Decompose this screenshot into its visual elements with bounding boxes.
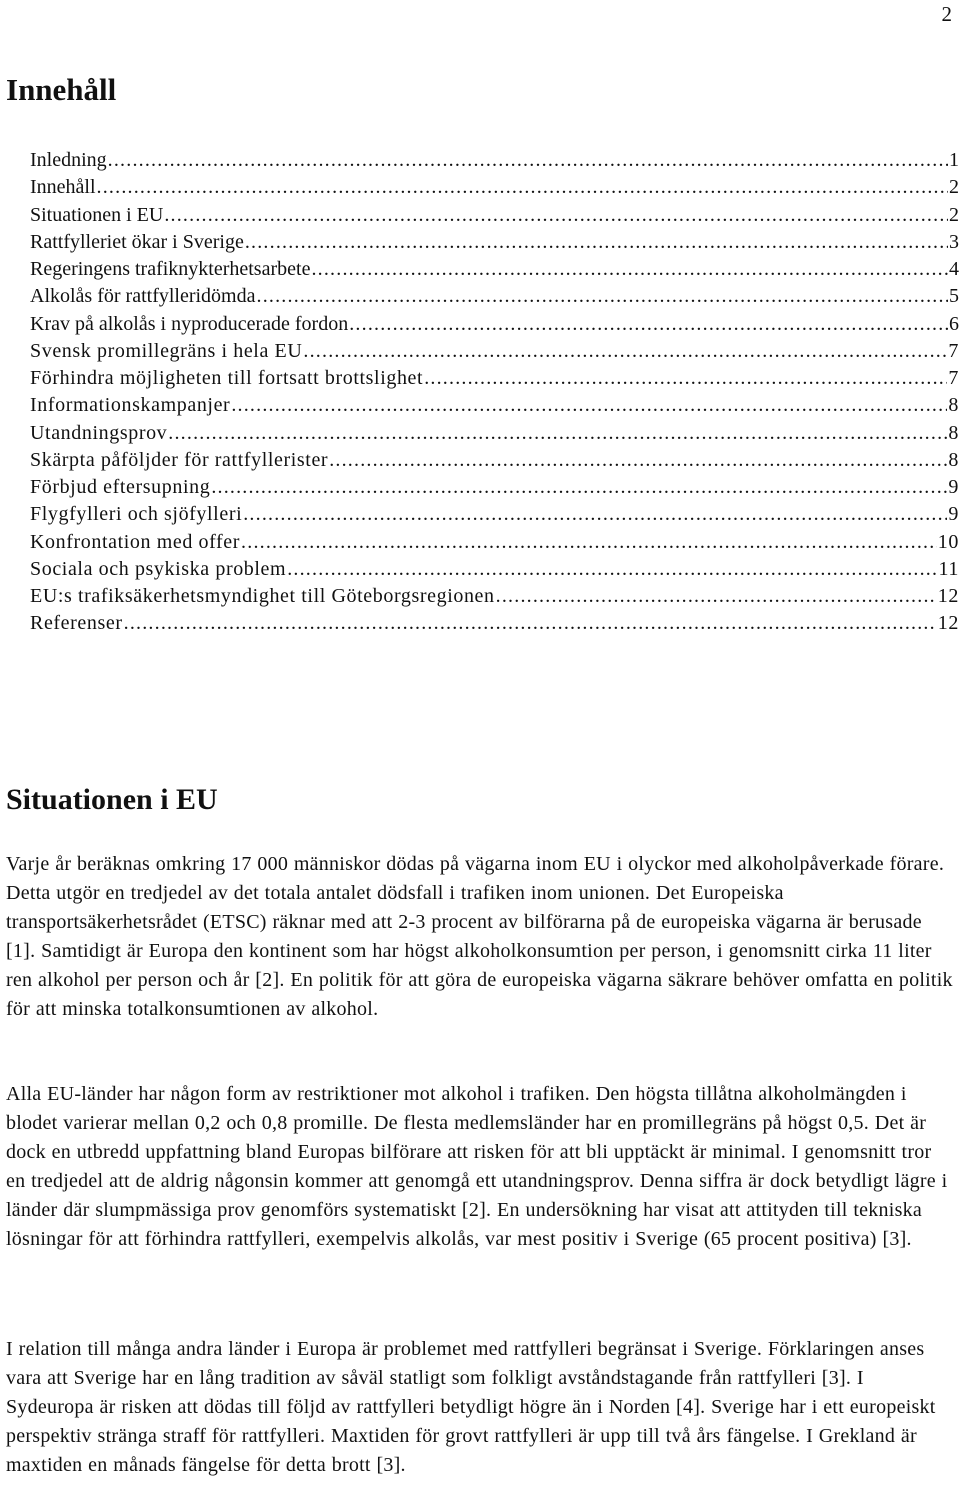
- toc-entry-page: 10: [937, 530, 959, 553]
- toc-entry-page: 12: [937, 585, 959, 607]
- toc-entry-page: 12: [937, 612, 959, 635]
- toc-entry-title: Referenser: [30, 612, 123, 635]
- toc-entry-title: Skärpta påföljder för rattfyllerister: [30, 448, 329, 471]
- toc-entry-page: 4: [949, 258, 959, 280]
- toc-dot-leader: [124, 610, 937, 637]
- toc-entry[interactable]: [30, 610, 959, 637]
- toc-entry-title: Inledning: [30, 149, 107, 171]
- toc-dot-leader: [496, 583, 937, 610]
- toc-entry-title: Informationskampanjer: [30, 394, 231, 417]
- toc-entry-title: Flygfylleri och sjöfylleri: [30, 503, 243, 526]
- toc-entry-page: 3: [949, 230, 959, 253]
- toc-entry-page: 2: [949, 176, 959, 199]
- toc-dot-leader: [108, 147, 948, 174]
- toc-entry-title: Förhindra möjligheten till fortsatt brottslighet: [30, 367, 424, 389]
- toc-dot-leader: [241, 529, 937, 556]
- toc-entry-page: 2: [949, 203, 959, 226]
- toc-entry[interactable]: [30, 338, 959, 365]
- toc-dot-leader: [211, 474, 947, 501]
- toc-dot-leader: [424, 365, 947, 392]
- toc-entry[interactable]: [30, 529, 959, 556]
- toc-entry[interactable]: [30, 283, 959, 310]
- table-of-contents: [30, 147, 959, 638]
- toc-dot-leader: [168, 420, 947, 447]
- toc-entry-title: Förbjud eftersupning: [30, 476, 211, 498]
- toc-entry[interactable]: [30, 147, 959, 174]
- toc-entry-title: Rattfylleriet ökar i Sverige: [30, 230, 244, 253]
- toc-entry[interactable]: [30, 229, 959, 256]
- toc-dot-leader: [245, 229, 948, 256]
- toc-entry-page: 5: [949, 285, 959, 308]
- toc-entry-page: 6: [949, 312, 959, 335]
- toc-entry-title: Situationen i EU: [30, 203, 164, 226]
- toc-dot-leader: [257, 283, 949, 310]
- toc-entry[interactable]: [30, 311, 959, 338]
- toc-entry[interactable]: [30, 556, 959, 583]
- toc-entry[interactable]: [30, 420, 959, 447]
- toc-entry-page: 9: [948, 503, 959, 526]
- toc-entry-title: Sociala och psykiska problem: [30, 557, 287, 580]
- body-paragraph-2: Alla EU-länder har någon form av restriktioner mot alkohol i trafiken. Den högsta tillåtna alkoholmängden i blodet varierar mellan 0,2 och 0,8 promille. De flesta medlemsländer har en promillegräns på högst 0,5. Det är dock en utbredd uppfattning bland Europas bilförare att risken för att bli upptäckt är minimal. I genomsnitt tror en tredjedel att de aldrig någonsin kommer att genomgå ett utandningsprov. Denna siffra är dock betydligt lägre i länder där slumpmässiga prov genomförs systematiskt [2]. En undersökning har visat att attityden till tekniska lösningar för att förhindra rattfylleri, exempelvis alkolås, var mest positiv i Sverige (65 procent positiva) [3].: [6, 1083, 948, 1250]
- section-heading: Situationen i EU: [6, 783, 218, 816]
- toc-entry[interactable]: [30, 174, 959, 201]
- toc-entry-page: 9: [948, 476, 959, 498]
- toc-dot-leader: [164, 202, 948, 229]
- toc-entry-page: 8: [948, 421, 959, 444]
- toc-entry-title: Utandningsprov: [30, 421, 168, 444]
- toc-entry[interactable]: [30, 447, 959, 474]
- toc-entry[interactable]: [30, 474, 959, 501]
- toc-entry-page: 8: [948, 448, 959, 471]
- toc-entry[interactable]: [30, 365, 959, 392]
- toc-dot-leader: [287, 556, 937, 583]
- toc-entry-title: Regeringens trafiknykterhetsarbete: [30, 258, 311, 280]
- toc-entry-title: Krav på alkolås i nyproducerade fordon: [30, 312, 349, 335]
- page-number: 2: [941, 2, 952, 26]
- toc-entry-page: 7: [948, 367, 959, 389]
- toc-entry-page: 11: [938, 557, 959, 580]
- toc-entry-page: 1: [949, 149, 959, 171]
- toc-entry-title: Alkolås för rattfylleridömda: [30, 285, 256, 308]
- toc-dot-leader: [243, 501, 947, 528]
- toc-entry[interactable]: [30, 583, 959, 610]
- toc-entry-page: 8: [948, 394, 959, 417]
- toc-entry-title: EU:s trafiksäkerhetsmyndighet till Göteborgsregionen: [30, 585, 495, 607]
- toc-dot-leader: [97, 174, 948, 201]
- body-paragraph-3: I relation till många andra länder i Europa är problemet med rattfylleri begränsat i Sverige. Förklaringen anses vara att Sverige har en lång tradition av såväl statligt som folkligt avståndstagande från rattfylleri [3]. I Sydeuropa är risken att dödas till följd av rattfylleri betydligt högre än i Norden [4]. Sverige har i ett europeiskt perspektiv stränga straff för rattfylleri. Maxtiden för grovt rattfylleri är upp till två års fängelse. I Grekland är maxtiden en månads fängelse för detta brott [3].: [6, 1338, 936, 1476]
- toc-entry[interactable]: [30, 202, 959, 229]
- toc-entry-title: Svensk promillegräns i hela EU: [30, 339, 303, 362]
- toc-dot-leader: [329, 447, 947, 474]
- toc-entry-page: 7: [948, 339, 959, 362]
- toc-heading: Innehåll: [6, 72, 117, 107]
- toc-entry[interactable]: [30, 392, 959, 419]
- toc-entry-title: Konfrontation med offer: [30, 530, 241, 553]
- toc-entry-title: Innehåll: [30, 176, 96, 199]
- toc-dot-leader: [303, 338, 947, 365]
- toc-dot-leader: [349, 311, 948, 338]
- toc-dot-leader: [311, 256, 948, 283]
- toc-entry[interactable]: [30, 256, 959, 283]
- toc-dot-leader: [231, 392, 947, 419]
- toc-entry[interactable]: [30, 501, 959, 528]
- body-paragraph-1: Varje år beräknas omkring 17 000 människor dödas på vägarna inom EU i olyckor med alkoholpåverkade förare. Detta utgör en tredjedel av det totala antalet dödsfall i trafiken inom unionen. Det Europeiska transportsäkerhetsrådet (ETSC) räknar med att 2-3 procent av bilförarna på de europeiska vägarna är berusade [1]. Samtidigt är Europa den kontinent som har högst alkoholkonsumtion per person, i genomsnitt cirka 11 liter ren alkohol per person och år [2]. En politik för att göra de europeiska vägarna säkrare behöver omfatta en politik för att minska totalkonsumtionen av alkohol.: [6, 853, 953, 1020]
